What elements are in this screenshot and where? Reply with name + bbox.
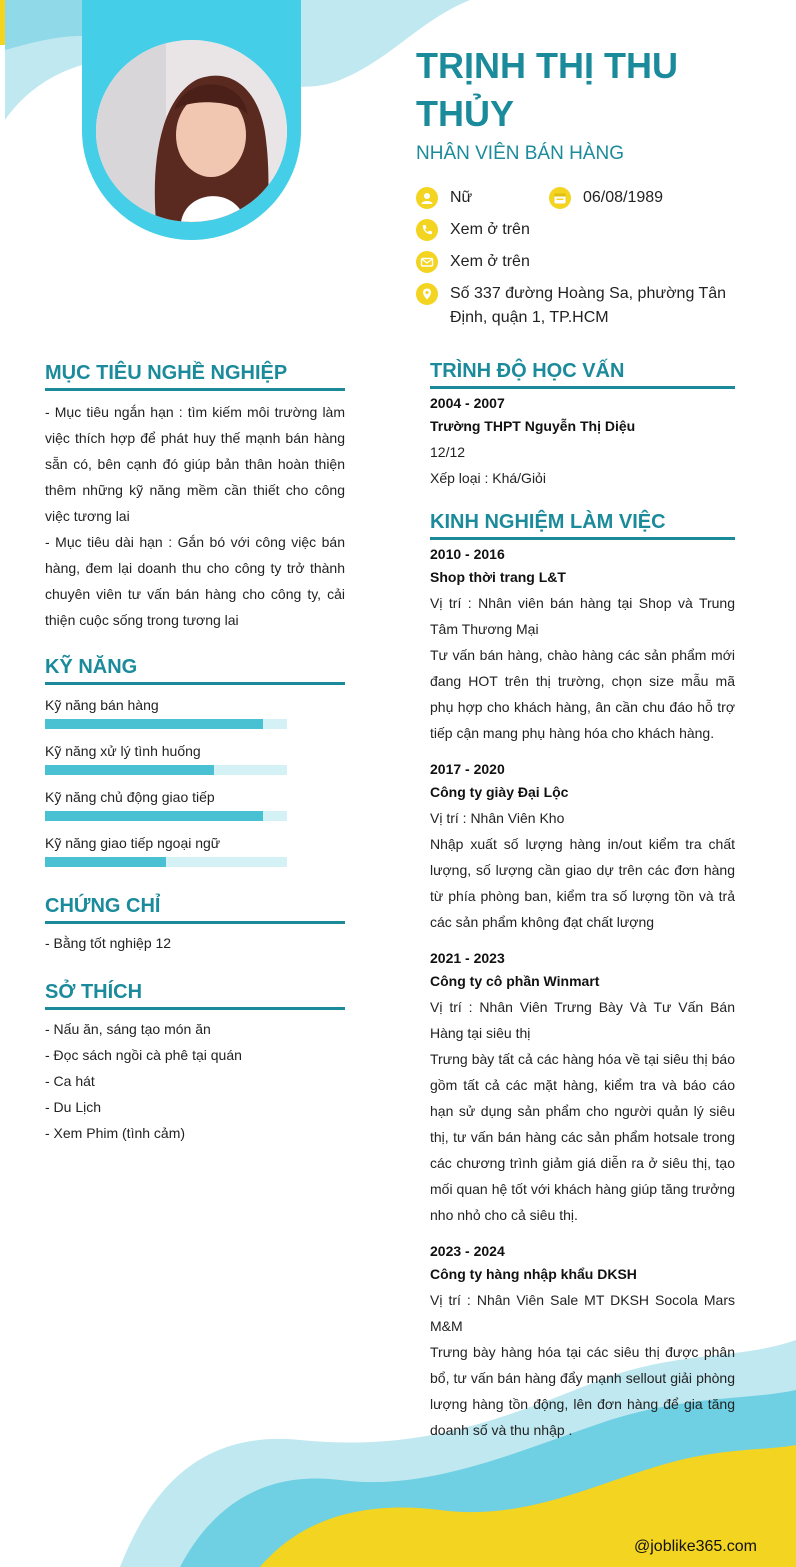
skill-bar (45, 765, 287, 775)
birthdate-row (549, 186, 663, 210)
skill-item (45, 695, 345, 729)
experience-company: Công ty giày Đại Lộc (430, 784, 569, 800)
objective-section (45, 362, 345, 633)
skill-item (45, 787, 345, 821)
experience-entry (430, 948, 735, 1228)
job-title: NHÂN VIÊN BÁN HÀNG (416, 143, 624, 164)
skill-item (45, 741, 345, 775)
experience-description: Trưng bày tất cả các hàng hóa về tại siêu thị báo gồm tất cả các mặt hàng, kiểm tra và báo cáo hạn sử dụng sản phẩm cho người quản lý siêu thị, tư vấn bán hàng các sản phẩm hotsale trong các chương trình giảm giá diễn ra ở siêu thị, tạo mối quan hệ tốt với khách hàng giúp tăng trưởng nho nhỏ cho cả siêu thị. (430, 1051, 735, 1223)
experience-description: Trưng bày hàng hóa tại các siêu thị được phân bổ, tư vấn bán hàng đẩy mạnh sellout giải phòng lượng hàng tồn động, lên đơn hàng để gia tăng doanh số và thu nhập . (430, 1344, 735, 1438)
experience-title: KINH NGHIỆM LÀM VIỆC (430, 511, 735, 540)
location-pin-icon (416, 283, 438, 305)
certificates-title: CHỨNG CHỈ (45, 895, 345, 924)
user-icon (416, 187, 438, 209)
certificates-section (45, 895, 345, 956)
hobby-item: - Xem Phim (tình cảm) (45, 1125, 186, 1141)
address-value: Số 337 đường Hoàng Sa, phường Tân Định, quận 1, TP.HCM (450, 285, 727, 326)
skill-bar (45, 857, 287, 867)
hobbies-section (45, 981, 345, 1146)
education-period: 2004 - 2007 (430, 395, 505, 411)
hobby-item: - Đọc sách ngồi cà phê tại quán (45, 1047, 242, 1063)
skill-label: Kỹ năng xử lý tình huống (45, 743, 201, 759)
email-icon (416, 251, 438, 273)
education-section (430, 360, 735, 491)
experience-company: Công ty hàng nhập khẩu DKSH (430, 1266, 637, 1282)
hobby-item: - Du Lịch (45, 1099, 102, 1115)
experience-period: 2023 - 2024 (430, 1243, 505, 1259)
candidate-name: TRỊNH THỊ THU THỦY (416, 45, 678, 134)
experience-company: Công ty cô phần Winmart (430, 973, 600, 989)
profile-photo (96, 40, 287, 222)
hobby-item: - Ca hát (45, 1073, 95, 1089)
email-value: Xem ở trên (450, 253, 530, 270)
phone-value: Xem ở trên (450, 221, 530, 238)
skill-bar (45, 811, 287, 821)
experience-period: 2017 - 2020 (430, 761, 505, 777)
skill-bar-fill (45, 719, 263, 729)
experience-description: Tư vấn bán hàng, chào hàng các sản phẩm mới đang HOT trên thị trường, chọn size mẫu mã phụ hợp cho khách hàng, ân cần chu đáo hỗ trợ tiếp cận mang phụ hàng hóa cho khách hàng. (430, 647, 735, 741)
phone-row (416, 218, 530, 242)
calendar-icon (549, 187, 571, 209)
skill-label: Kỹ năng bán hàng (45, 697, 159, 713)
certificate-item: - Bằng tốt nghiệp 12 (45, 935, 172, 951)
skill-bar-fill (45, 765, 214, 775)
experience-entry (430, 759, 735, 935)
education-title: TRÌNH ĐỘ HỌC VẤN (430, 360, 735, 389)
phone-icon (416, 219, 438, 241)
hobbies-title: SỞ THÍCH (45, 981, 345, 1010)
skill-bar-fill (45, 811, 263, 821)
experience-position: Vị trí : Nhân Viên Sale MT DKSH Socola Mars M&M (430, 1292, 735, 1334)
objective-title: MỤC TIÊU NGHỀ NGHIỆP (45, 362, 345, 391)
gender-value: Nữ (450, 189, 473, 206)
objective-item: - Mục tiêu dài hạn : Gắn bó với công việc bán hàng, đem lại doanh thu cho công ty trở thành chuyên viên tư vấn bán hàng cho công ty, cải thiện cuộc sống trong tương lai (45, 534, 345, 628)
experience-position: Vị trí : Nhân Viên Kho (430, 810, 565, 826)
skill-bar (45, 719, 287, 729)
hobby-item: - Nấu ăn, sáng tạo món ăn (45, 1021, 211, 1037)
watermark: @joblike365.com (634, 1538, 757, 1555)
experience-position: Vị trí : Nhân Viên Trưng Bày Và Tư Vấn Bán Hàng tại siêu thị (430, 999, 735, 1041)
skill-item (45, 833, 345, 867)
objective-item: - Mục tiêu ngắn hạn : tìm kiếm môi trường làm việc thích hợp để phát huy thế mạnh bán hàng sẵn có, bên cạnh đó giúp bản thân hoàn thiện thêm những kỹ năng mềm cần thiết cho công việc tương lai (45, 404, 345, 524)
skill-label: Kỹ năng giao tiếp ngoại ngữ (45, 835, 221, 851)
email-row (416, 250, 530, 274)
birthdate-value: 06/08/1989 (583, 189, 664, 206)
education-school: Trường THPT Nguyễn Thị Diệu (430, 418, 636, 434)
experience-description: Nhập xuất số lượng hàng in/out kiểm tra chất lượng, số lượng cần giao dự trên các đơn hàng từ phía phòng ban, kiểm tra số lượng tồn và trả các sản phẩm không đạt chất lượng (430, 836, 735, 930)
experience-period: 2010 - 2016 (430, 546, 505, 562)
gender-row (416, 186, 472, 210)
experience-entry (430, 544, 735, 746)
experience-entry (430, 1241, 735, 1443)
skills-title: KỸ NĂNG (45, 656, 345, 685)
experience-position: Vị trí : Nhân viên bán hàng tại Shop và Trung Tâm Thương Mại (430, 595, 735, 637)
address-row (416, 282, 766, 330)
skill-bar-fill (45, 857, 166, 867)
skill-label: Kỹ năng chủ động giao tiếp (45, 789, 215, 805)
education-grade: 12/12 (430, 444, 466, 460)
education-rank: Xếp loại : Khá/Giỏi (430, 470, 546, 486)
skills-section (45, 656, 345, 879)
experience-period: 2021 - 2023 (430, 950, 505, 966)
experience-company: Shop thời trang L&T (430, 569, 566, 585)
experience-section (430, 511, 735, 1443)
